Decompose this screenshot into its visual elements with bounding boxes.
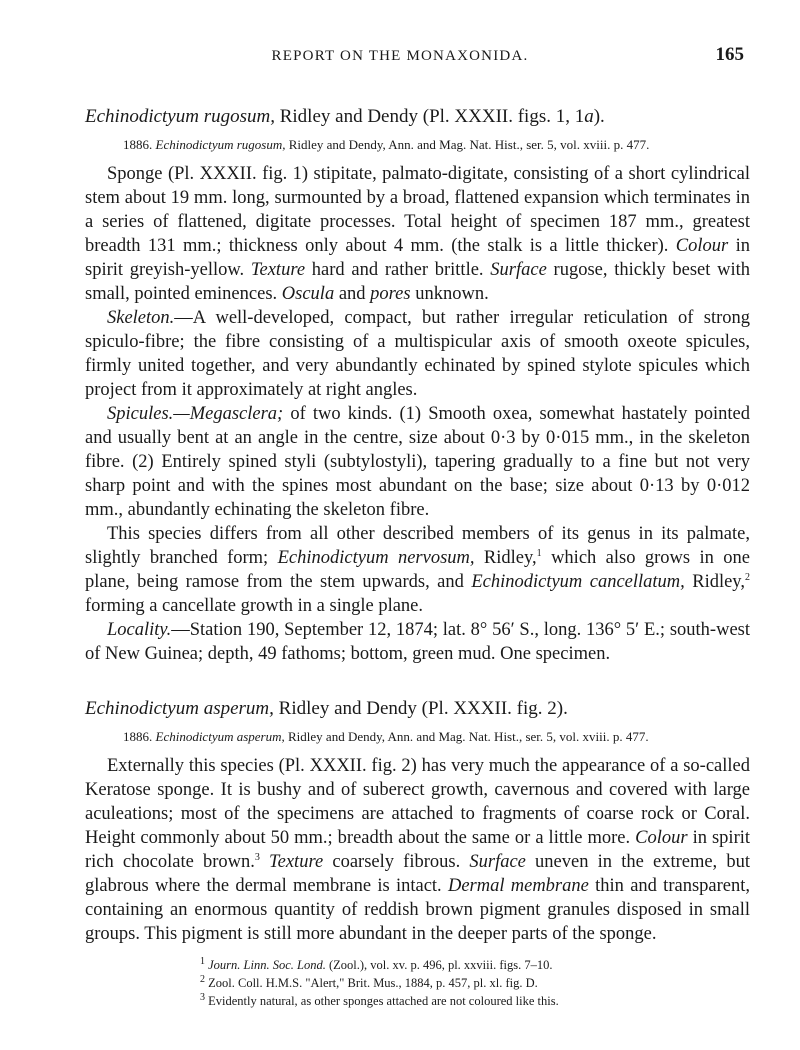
term-colour: Colour — [635, 828, 688, 848]
species-heading-asperum — [85, 696, 750, 722]
citation-species: Echinodictyum asperum, — [155, 729, 285, 744]
footnote-2 — [200, 974, 720, 992]
heading-text: Ridley and Dendy (Pl. XXXII. fig. 2). — [273, 698, 568, 719]
text-run: in spirit greyish-yellow. — [85, 236, 750, 280]
footnote-text: Zool. Coll. H.M.S. "Alert," Brit. Mus., 1884, p. 457, pl. xl. fig. D. — [208, 976, 538, 990]
citation-year: 1886. — [123, 729, 153, 744]
text-run — [260, 852, 269, 872]
text-run: rugose, thickly beset with small, pointed eminences. — [85, 260, 751, 304]
citation-text: Ridley and Dendy, Ann. and Mag. Nat. Hist., ser. 5, vol. xviii. p. 477. — [285, 137, 650, 152]
page-number: 165 — [715, 44, 744, 65]
species-name: Echinodictyum asperum, — [85, 698, 274, 719]
text-run: Sponge (Pl. XXXII. fig. 1) stipitate, palmato-digitate, consisting of a short cylindrical stem about 19 mm. long, surmounted by a broad, flattened expansion which terminates in a series of flattened, digitate processes. Total height of specimen 187 mm., greatest breadth 131 mm.; thickness only about 4 mm. (the stalk is a little thicker). — [85, 164, 750, 256]
footnote-ref-3[interactable]: 3 — [254, 851, 260, 863]
footnote-3 — [200, 992, 720, 1010]
text-run: which also grows in one plane, being ramose from the stem upwards, and — [85, 548, 750, 592]
text-run: Ridley, — [684, 572, 745, 592]
running-title: REPORT ON THE MONAXONIDA. — [271, 48, 529, 64]
footnote-mark: 1 — [200, 955, 205, 967]
footnote-ref-1[interactable]: 1 — [536, 547, 542, 559]
footnote-text: Evidently natural, as other sponges attached are not coloured like this. — [208, 994, 559, 1008]
text-run: uneven in the extreme, but glabrous where the dermal membrane is intact. — [85, 852, 750, 896]
term-colour: Colour — [675, 236, 729, 256]
main-content — [85, 104, 750, 946]
citation-asperum — [123, 728, 750, 746]
species-name: Echinodictyum rugosum, — [85, 106, 275, 127]
paragraph-spicules — [85, 402, 750, 522]
species-cancellatum: Echinodictyum cancellatum, — [471, 572, 685, 592]
footnote-mark: 3 — [200, 991, 205, 1003]
text-run: Externally this species (Pl. XXXII. fig. 2) has very much the appearance of a so-called Keratose sponge. It is bushy and of suberect growth, cavernous and covered with large aculeations; most of the specimens are attached to fragments of coarse rock or Coral. Height commonly about 50 mm.; breadth about the same or a little more. — [85, 756, 750, 848]
term-surface: Surface — [469, 852, 526, 872]
text-run: unknown. — [410, 284, 489, 304]
term-spicules: Spicules.—Megasclera; — [107, 404, 284, 424]
paragraph-locality — [85, 618, 750, 666]
text-run: —Station 190, September 12, 1874; lat. 8° 56′ S., long. 136° 5′ E.; south-west of New Guinea; depth, 49 fathoms; bottom, green mud. One specimen. — [85, 620, 750, 664]
term-dermal-membrane: Dermal membrane — [447, 876, 589, 896]
footnotes — [200, 956, 720, 1010]
term-texture: Texture — [250, 260, 306, 280]
section-gap — [85, 666, 750, 696]
footnote-text: (Zool.), vol. xv. p. 496, pl. xxviii. figs. 7–10. — [325, 958, 553, 972]
term-skeleton: Skeleton. — [107, 308, 175, 328]
paragraph-comparison — [85, 522, 750, 618]
text-run: of two kinds. (1) Smooth oxea, somewhat hastately pointed and usually bent at an angle in the centre, size about 0·3 by 0·015 mm., in the skeleton fibre. (2) Entirely spined styli (subtylostyli), tapering gradually to a fine but not very sharp point and with the spines most abundant on the base; size about 0·13 by 0·012 mm., abundantly echinating the skeleton fibre. — [85, 404, 750, 520]
term-oscula: Oscula — [281, 284, 335, 304]
footnote-1 — [200, 956, 720, 974]
text-run: thin and transparent, containing an enormous quantity of reddish brown pigment granules disposed in small groups. This pigment is still more abundant in the deeper parts of the sponge. — [85, 876, 750, 944]
citation-rugosum — [123, 136, 750, 154]
citation-text: Ridley and Dendy, Ann. and Mag. Nat. Hist., ser. 5, vol. xviii. p. 477. — [284, 729, 649, 744]
citation-species: Echinodictyum rugosum, — [155, 137, 286, 152]
term-texture: Texture — [269, 852, 324, 872]
running-head — [0, 44, 800, 68]
text-run: Ridley, — [474, 548, 537, 568]
species-nervosum: Echinodictyum nervosum, — [277, 548, 475, 568]
term-pores: pores — [370, 284, 411, 304]
paragraph-external — [85, 754, 750, 946]
citation-year: 1886. — [123, 137, 153, 152]
species-heading-rugosum — [85, 104, 750, 130]
footnote-mark: 2 — [200, 973, 205, 985]
heading-fig-letter: a — [584, 106, 594, 127]
heading-close: ). — [593, 106, 605, 127]
term-locality: Locality. — [107, 620, 172, 640]
text-run: forming a cancellate growth in a single plane. — [85, 596, 424, 616]
footnote-journal: Journ. Linn. Soc. Lond. — [208, 958, 326, 972]
footnote-ref-2[interactable]: 2 — [744, 571, 750, 583]
paragraph-skeleton — [85, 306, 750, 402]
term-surface: Surface — [490, 260, 547, 280]
text-run: This species differs from all other described members of its genus in its palmate, slightly branched form; — [85, 524, 750, 568]
text-run: —A well-developed, compact, but rather irregular reticulation of strong spiculo-fibre; the fibre consisting of a multispicular axis of smooth oxeote spicules, firmly united together, and very abundantly echinated by spined stylote spicules which project from it approximately at right angles. — [85, 308, 750, 400]
text-run: hard and rather brittle. — [305, 260, 491, 280]
heading-text: Ridley and Dendy (Pl. XXXII. figs. 1, 1 — [274, 106, 585, 127]
text-run: and — [334, 284, 371, 304]
text-run: in spirit rich chocolate brown. — [85, 828, 751, 872]
paragraph-description — [85, 162, 750, 306]
text-run: coarsely fibrous. — [323, 852, 470, 872]
